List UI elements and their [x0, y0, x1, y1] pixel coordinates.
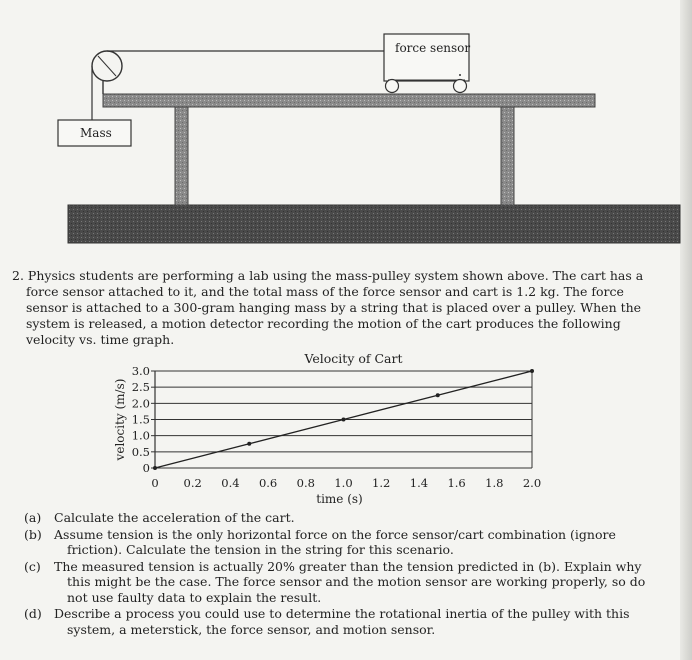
- question-label: (b): [24, 526, 42, 542]
- y-tick-label: 2.0: [131, 396, 150, 411]
- x-tick-label: 1.2: [372, 476, 391, 490]
- x-tick-label: 1.4: [409, 476, 429, 490]
- questions-list: [24, 510, 664, 638]
- data-point: [530, 369, 534, 373]
- data-point: [342, 418, 346, 422]
- data-point: [153, 466, 157, 470]
- data-point: [436, 393, 440, 397]
- question-label: (d): [24, 606, 42, 621]
- chart-title: Velocity of Cart: [304, 351, 403, 366]
- x-axis-label: time (s): [316, 492, 363, 506]
- data-point: [247, 442, 251, 446]
- y-axis-label: velocity (m/s): [113, 378, 127, 461]
- y-tick-label: 3.0: [131, 364, 150, 378]
- x-tick-label: 1.8: [485, 476, 504, 490]
- question-label: (c): [24, 558, 41, 574]
- mass-label: Mass: [80, 126, 112, 140]
- question-text: Calculate the acceleration of the cart.: [54, 510, 295, 525]
- y-tick-label: 1.0: [131, 428, 150, 443]
- y-tick-label: 0.5: [131, 444, 150, 459]
- problem-text: Physics students are performing a lab using the mass-pulley system shown above. The cart has a force sensor attached to it, and the total mass of the force sensor and cart is 1.2 kg. The force sensor is attached to a 300-gram hanging mass by a string that is placed over a pulley. When the system is released, a motion detector recording the motion of the cart produces the following velocity vs. time graph.: [26, 268, 644, 347]
- x-tick-label: 1.0: [334, 476, 353, 490]
- y-tick-label: 2.5: [131, 380, 150, 395]
- y-tick-label: 0: [142, 461, 150, 475]
- question-label: (a): [24, 510, 42, 525]
- force-sensor-label: force sensor: [395, 41, 471, 55]
- problem-number: 2.: [12, 268, 24, 283]
- x-tick-label: 0.6: [258, 476, 278, 490]
- x-tick-label: 1.6: [447, 476, 466, 490]
- x-tick-label: 0.2: [183, 476, 202, 490]
- x-tick-label: 0: [151, 476, 159, 490]
- question-a: [24, 510, 664, 526]
- y-tick-label: 1.5: [131, 412, 150, 427]
- question-b: [24, 527, 664, 558]
- question-text: Assume tension is the only horizontal force on the force sensor/cart combination (ignore friction). Calculate the tension in the string for this scenario.: [54, 526, 616, 557]
- x-tick-label: 0.8: [296, 476, 315, 490]
- question-c: [24, 559, 664, 606]
- x-tick-label: 0.4: [221, 476, 240, 490]
- x-tick-label: 2.0: [522, 476, 542, 490]
- chart-group: [113, 351, 541, 506]
- question-text: The measured tension is actually 20% greater than the tension predicted in (b). Explain why this might be the case. The force sensor and the motion sensor are working properly, so do not use faulty data to explain the result.: [54, 558, 646, 605]
- question-text: Describe a process you could use to determine the rotational inertia of the pulley with this system, a meterstick, the force sensor, and motion sensor.: [54, 606, 630, 637]
- question-d: [24, 606, 664, 637]
